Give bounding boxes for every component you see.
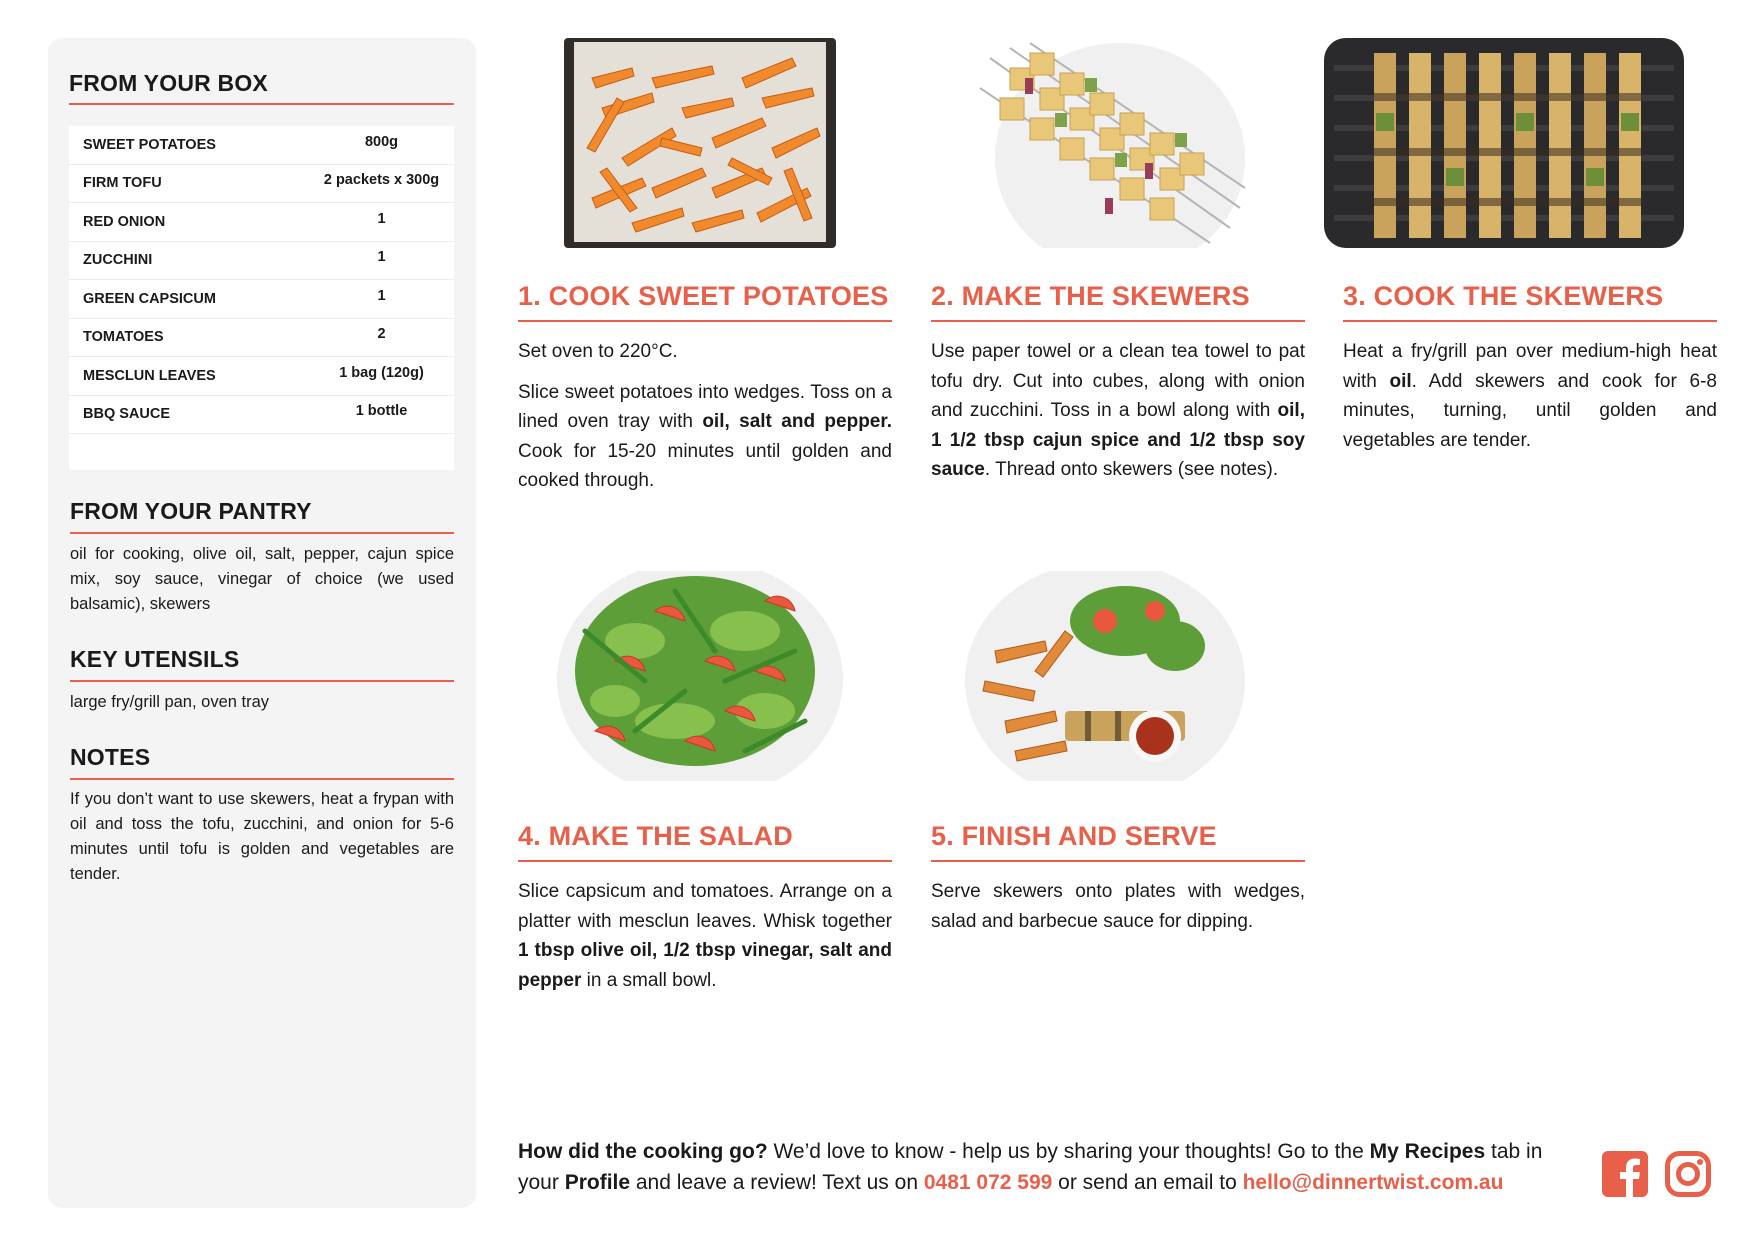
divider [931,320,1305,322]
divider [70,532,454,534]
ingredient-qty: 1 [377,249,386,266]
step-1-text [518,337,892,507]
feedback-footer: How did the cooking go? We’d love to know - help us by sharing your thoughts! Go to the My Recipes tab in your Profile and leave a review! Text us on 0481 072 599 or send an email to hello@dinnertwist.com.au [518,1140,1543,1194]
divider [69,103,454,105]
ingredient-row [69,165,454,204]
divider [70,680,454,682]
grill-pan-skewers-image [1324,38,1684,248]
plated-meal-image [955,571,1255,781]
notes-heading: NOTES [70,744,151,770]
step-1-instructions: Slice sweet potatoes into wedges. Toss on a lined oven tray with oil, salt and pepper. Cook for 15-20 minutes until golden and cooked through. [518,381,893,491]
step-4-text: Slice capsicum and tomatoes. Arrange on a platter with mesclun leaves. Whisk together 1 tbsp olive oil, 1/2 tbsp vinegar, salt and pepper in a small bowl. [518,881,892,991]
ingredient-row [69,319,454,358]
key-utensils-heading: KEY UTENSILS [70,646,240,672]
divider [518,860,892,862]
step-1-title: 1. COOK SWEET POTATOES [518,281,889,311]
from-your-pantry-heading: FROM YOUR PANTRY [70,498,312,524]
phone-link[interactable]: 0481 072 599 [923,1171,1053,1194]
divider [70,778,454,780]
ingredient-qty: 2 packets x 300g [323,172,440,189]
ingredient-name: FIRM TOFU [83,175,162,192]
ingredient-qty: 1 bottle [355,403,408,420]
step-5-title: 5. FINISH AND SERVE [931,821,1217,851]
divider [931,860,1305,862]
step-4-title: 4. MAKE THE SALAD [518,821,793,851]
ingredient-qty: 1 [377,287,386,304]
step-3-text: Heat a fry/grill pan over medium-high heat with oil. Add skewers and cook for 6-8 minutes, turning, until golden and vegetables are tender. [1343,341,1717,451]
step-1-oven: Set oven to 220°C. [518,341,678,362]
step-3-title: 3. COOK THE SKEWERS [1343,281,1664,311]
ingredient-row [69,396,454,435]
ingredient-row [69,126,454,165]
ingredient-name: ZUCCHINI [83,252,153,269]
ingredient-row [69,357,454,396]
step-5-text: Serve skewers onto plates with wedges, salad and barbecue sauce for dipping. [931,881,1305,932]
divider [1343,320,1717,322]
step-2-title: 2. MAKE THE SKEWERS [931,281,1250,311]
ingredient-name: GREEN CAPSICUM [83,290,216,307]
ingredient-name: MESCLUN LEAVES [83,367,216,384]
ingredient-qty: 1 [377,210,386,227]
ingredients-table [69,126,454,470]
salad-image [555,571,845,781]
tofu-skewers-plate-image [970,38,1250,248]
ingredient-name: RED ONION [83,213,166,230]
notes-text: If you don’t want to use skewers, heat a frypan with oil and toss the tofu, zucchini, and onion for 5-6 minutes until tofu is golden and vegetables are tender. [70,790,454,883]
ingredient-name: TOMATOES [83,329,164,346]
divider [518,320,892,322]
utensils-text: large fry/grill pan, oven tray [70,693,270,711]
pantry-text: oil for cooking, olive oil, salt, pepper, cajun spice mix, soy sauce, vinegar of choice (we used balsamic), skewers [70,545,454,613]
ingredient-row [69,280,454,319]
facebook-icon[interactable] [1602,1151,1648,1197]
ingredient-name: SWEET POTATOES [83,136,216,153]
ingredient-qty: 1 bag (120g) [339,364,424,381]
sweet-potato-wedges-image [562,38,838,248]
email-link[interactable]: hello@dinnertwist.com.au [1242,1171,1504,1194]
ingredient-name: BBQ SAUCE [83,406,171,423]
ingredient-row [69,203,454,242]
ingredient-row [69,242,454,281]
ingredient-qty: 2 [377,326,386,343]
instagram-icon[interactable] [1665,1151,1711,1197]
step-2-text: Use paper towel or a clean tea towel to pat tofu dry. Cut into cubes, along with onion and zucchini. Toss in a bowl along with oil, 1 1/2 tbsp cajun spice and 1/2 tbsp soy sauce. Thread onto skewers (see notes). [931,341,1305,480]
ingredients-sidebar [48,38,476,1208]
from-your-box-heading: FROM YOUR BOX [69,70,268,96]
ingredient-qty: 800g [364,133,399,150]
